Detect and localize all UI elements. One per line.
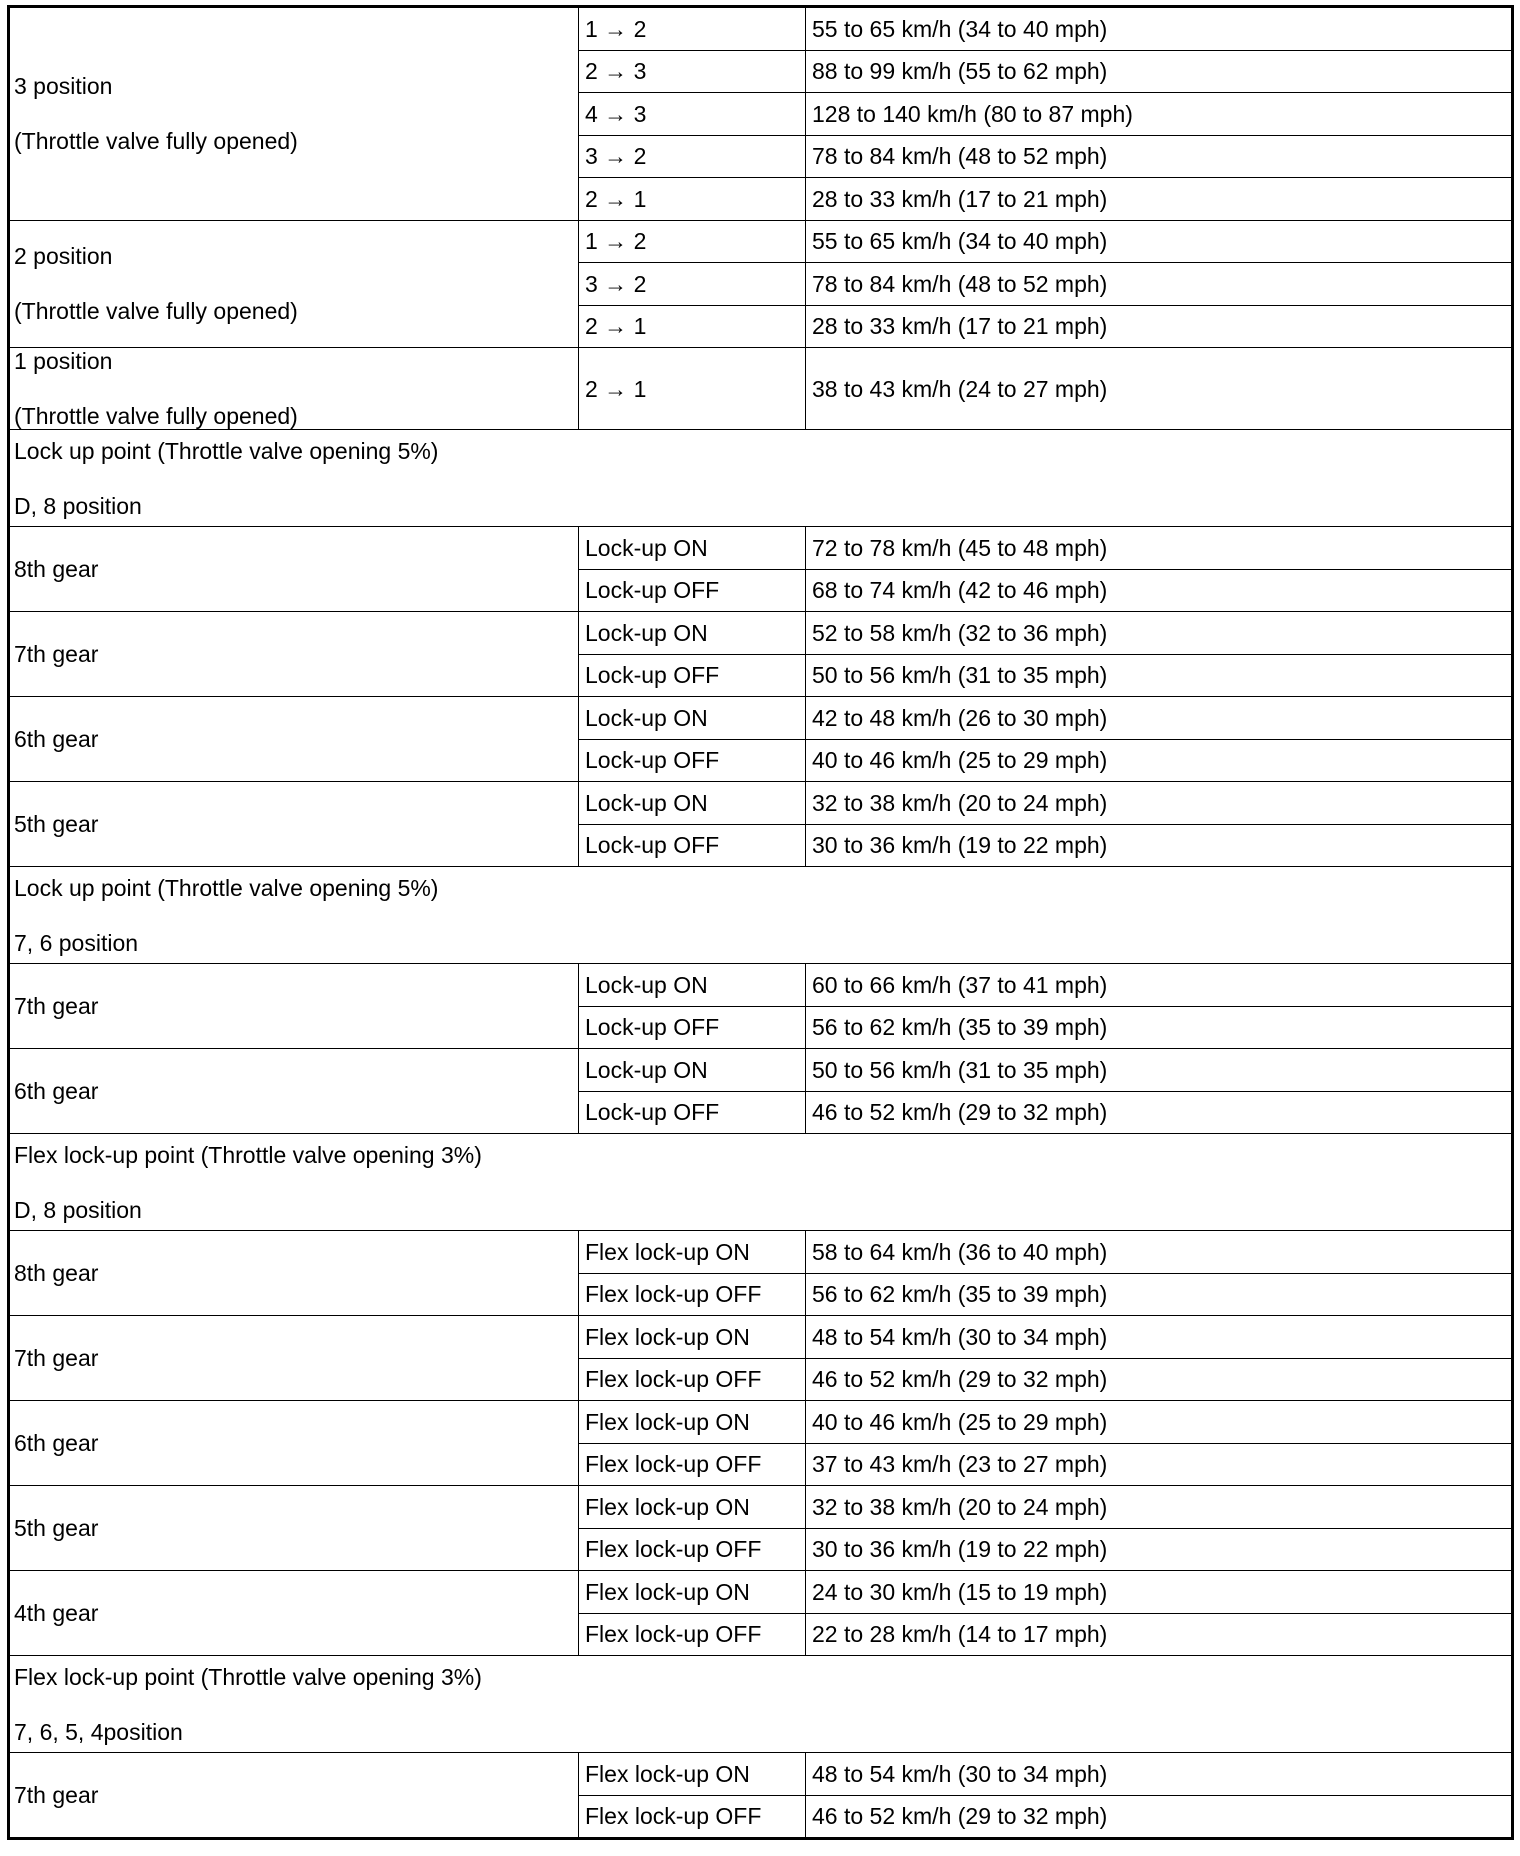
lockup-state-cell: Lock-up OFF <box>579 654 806 697</box>
lockup-state-cell: Lock-up OFF <box>579 1091 806 1134</box>
section-heading-cell <box>9 1134 1513 1231</box>
speed-range-cell: 40 to 46 km/h (25 to 29 mph) <box>806 739 1513 782</box>
lockup-state-cell: Flex lock-up OFF <box>579 1528 806 1571</box>
speed-range-cell: 37 to 43 km/h (23 to 27 mph) <box>806 1443 1513 1486</box>
table-row <box>9 1316 1513 1359</box>
shift-direction-cell: 4 → 3 <box>579 93 806 136</box>
lockup-state-cell: Flex lock-up OFF <box>579 1613 806 1656</box>
table-row <box>9 782 1513 825</box>
lockup-state-cell: Flex lock-up OFF <box>579 1795 806 1839</box>
lockup-state-cell: Flex lock-up OFF <box>579 1358 806 1401</box>
speed-range-cell: 32 to 38 km/h (20 to 24 mph) <box>806 1486 1513 1529</box>
gear-label-cell: 7th gear <box>9 1753 579 1839</box>
speed-range-cell: 32 to 38 km/h (20 to 24 mph) <box>806 782 1513 825</box>
speed-range-cell: 30 to 36 km/h (19 to 22 mph) <box>806 824 1513 867</box>
lockup-state-cell: Flex lock-up OFF <box>579 1443 806 1486</box>
table-row <box>9 1571 1513 1614</box>
shift-direction-cell: 2 → 1 <box>579 305 806 348</box>
speed-range-cell: 48 to 54 km/h (30 to 34 mph) <box>806 1316 1513 1359</box>
position-label-cell <box>9 348 579 430</box>
gear-label-cell: 8th gear <box>9 1231 579 1316</box>
section-heading-line: Lock up point (Throttle valve opening 5%) <box>14 874 439 901</box>
speed-range-cell: 24 to 30 km/h (15 to 19 mph) <box>806 1571 1513 1614</box>
lockup-state-cell: Lock-up ON <box>579 527 806 570</box>
position-label-cell <box>9 220 579 348</box>
spec-table-body <box>9 7 1513 1839</box>
table-row <box>9 1486 1513 1529</box>
lockup-state-cell: Flex lock-up ON <box>579 1486 806 1529</box>
position-label-line: (Throttle valve fully opened) <box>14 403 298 429</box>
lockup-state-cell: Lock-up ON <box>579 782 806 825</box>
speed-range-cell: 88 to 99 km/h (55 to 62 mph) <box>806 50 1513 93</box>
speed-range-cell: 56 to 62 km/h (35 to 39 mph) <box>806 1273 1513 1316</box>
section-heading-row <box>9 1656 1513 1753</box>
speed-range-cell: 52 to 58 km/h (32 to 36 mph) <box>806 612 1513 655</box>
position-label-line: 3 position <box>14 73 113 100</box>
speed-range-cell: 28 to 33 km/h (17 to 21 mph) <box>806 305 1513 348</box>
section-heading-cell <box>9 1656 1513 1753</box>
speed-range-cell: 42 to 48 km/h (26 to 30 mph) <box>806 697 1513 740</box>
gear-label-cell: 7th gear <box>9 612 579 697</box>
table-row <box>9 1401 1513 1444</box>
table-row <box>9 1231 1513 1274</box>
gear-label-cell: 7th gear <box>9 964 579 1049</box>
lockup-state-cell: Lock-up ON <box>579 612 806 655</box>
table-row <box>9 1753 1513 1796</box>
position-label-line: (Throttle valve fully opened) <box>14 128 298 155</box>
position-label-line: 1 position <box>14 348 113 374</box>
position-label-cell <box>9 7 579 221</box>
speed-range-cell: 38 to 43 km/h (24 to 27 mph) <box>806 348 1513 430</box>
speed-range-cell: 68 to 74 km/h (42 to 46 mph) <box>806 569 1513 612</box>
speed-range-cell: 78 to 84 km/h (48 to 52 mph) <box>806 263 1513 306</box>
shift-direction-cell: 3 → 2 <box>579 263 806 306</box>
lockup-state-cell: Flex lock-up ON <box>579 1316 806 1359</box>
speed-range-cell: 56 to 62 km/h (35 to 39 mph) <box>806 1006 1513 1049</box>
speed-range-cell: 128 to 140 km/h (80 to 87 mph) <box>806 93 1513 136</box>
gear-label-cell: 8th gear <box>9 527 579 612</box>
gear-label-cell: 6th gear <box>9 697 579 782</box>
shift-direction-cell: 1 → 2 <box>579 220 806 263</box>
gear-label-cell: 5th gear <box>9 782 579 867</box>
section-heading-row <box>9 867 1513 964</box>
section-heading-line: D, 8 position <box>14 1196 142 1223</box>
speed-range-cell: 55 to 65 km/h (34 to 40 mph) <box>806 7 1513 51</box>
speed-range-cell: 28 to 33 km/h (17 to 21 mph) <box>806 178 1513 221</box>
lockup-state-cell: Lock-up ON <box>579 697 806 740</box>
shift-direction-cell: 2 → 1 <box>579 178 806 221</box>
lockup-state-cell: Flex lock-up OFF <box>579 1273 806 1316</box>
section-heading-line: D, 8 position <box>14 492 142 519</box>
shift-direction-cell: 2 → 1 <box>579 348 806 430</box>
gear-label-cell: 5th gear <box>9 1486 579 1571</box>
speed-range-cell: 50 to 56 km/h (31 to 35 mph) <box>806 1049 1513 1092</box>
table-row <box>9 527 1513 570</box>
gear-label-cell: 6th gear <box>9 1401 579 1486</box>
table-row <box>9 964 1513 1007</box>
section-heading-cell <box>9 430 1513 527</box>
speed-range-cell: 55 to 65 km/h (34 to 40 mph) <box>806 220 1513 263</box>
gear-label-cell: 7th gear <box>9 1316 579 1401</box>
table-row <box>9 348 1513 430</box>
speed-range-cell: 60 to 66 km/h (37 to 41 mph) <box>806 964 1513 1007</box>
table-row <box>9 612 1513 655</box>
lockup-state-cell: Lock-up OFF <box>579 824 806 867</box>
shift-direction-cell: 2 → 3 <box>579 50 806 93</box>
section-heading-cell <box>9 867 1513 964</box>
gear-label-cell: 6th gear <box>9 1049 579 1134</box>
section-heading-line: 7, 6, 5, 4position <box>14 1718 183 1745</box>
speed-range-cell: 40 to 46 km/h (25 to 29 mph) <box>806 1401 1513 1444</box>
speed-range-cell: 46 to 52 km/h (29 to 32 mph) <box>806 1795 1513 1839</box>
section-heading-line: Flex lock-up point (Throttle valve opening 3%) <box>14 1141 482 1168</box>
speed-range-cell: 30 to 36 km/h (19 to 22 mph) <box>806 1528 1513 1571</box>
shift-direction-cell: 3 → 2 <box>579 135 806 178</box>
speed-range-cell: 48 to 54 km/h (30 to 34 mph) <box>806 1753 1513 1796</box>
table-row <box>9 1049 1513 1092</box>
speed-range-cell: 78 to 84 km/h (48 to 52 mph) <box>806 135 1513 178</box>
section-heading-row <box>9 430 1513 527</box>
table-row <box>9 697 1513 740</box>
table-row <box>9 7 1513 51</box>
lockup-state-cell: Lock-up ON <box>579 1049 806 1092</box>
lockup-state-cell: Flex lock-up ON <box>579 1571 806 1614</box>
table-row <box>9 220 1513 263</box>
shift-point-spec-table <box>7 5 1514 1840</box>
lockup-state-cell: Flex lock-up ON <box>579 1753 806 1796</box>
speed-range-cell: 50 to 56 km/h (31 to 35 mph) <box>806 654 1513 697</box>
lockup-state-cell: Flex lock-up ON <box>579 1231 806 1274</box>
lockup-state-cell: Lock-up OFF <box>579 1006 806 1049</box>
section-heading-row <box>9 1134 1513 1231</box>
position-label-line: (Throttle valve fully opened) <box>14 298 298 325</box>
section-heading-line: 7, 6 position <box>14 929 139 956</box>
speed-range-cell: 46 to 52 km/h (29 to 32 mph) <box>806 1358 1513 1401</box>
position-label-line: 2 position <box>14 243 113 270</box>
lockup-state-cell: Lock-up OFF <box>579 569 806 612</box>
gear-label-cell: 4th gear <box>9 1571 579 1656</box>
speed-range-cell: 72 to 78 km/h (45 to 48 mph) <box>806 527 1513 570</box>
lockup-state-cell: Flex lock-up ON <box>579 1401 806 1444</box>
section-heading-line: Flex lock-up point (Throttle valve opening 3%) <box>14 1663 482 1690</box>
shift-direction-cell: 1 → 2 <box>579 7 806 51</box>
section-heading-line: Lock up point (Throttle valve opening 5%) <box>14 437 439 464</box>
lockup-state-cell: Lock-up ON <box>579 964 806 1007</box>
speed-range-cell: 22 to 28 km/h (14 to 17 mph) <box>806 1613 1513 1656</box>
speed-range-cell: 46 to 52 km/h (29 to 32 mph) <box>806 1091 1513 1134</box>
lockup-state-cell: Lock-up OFF <box>579 739 806 782</box>
speed-range-cell: 58 to 64 km/h (36 to 40 mph) <box>806 1231 1513 1274</box>
